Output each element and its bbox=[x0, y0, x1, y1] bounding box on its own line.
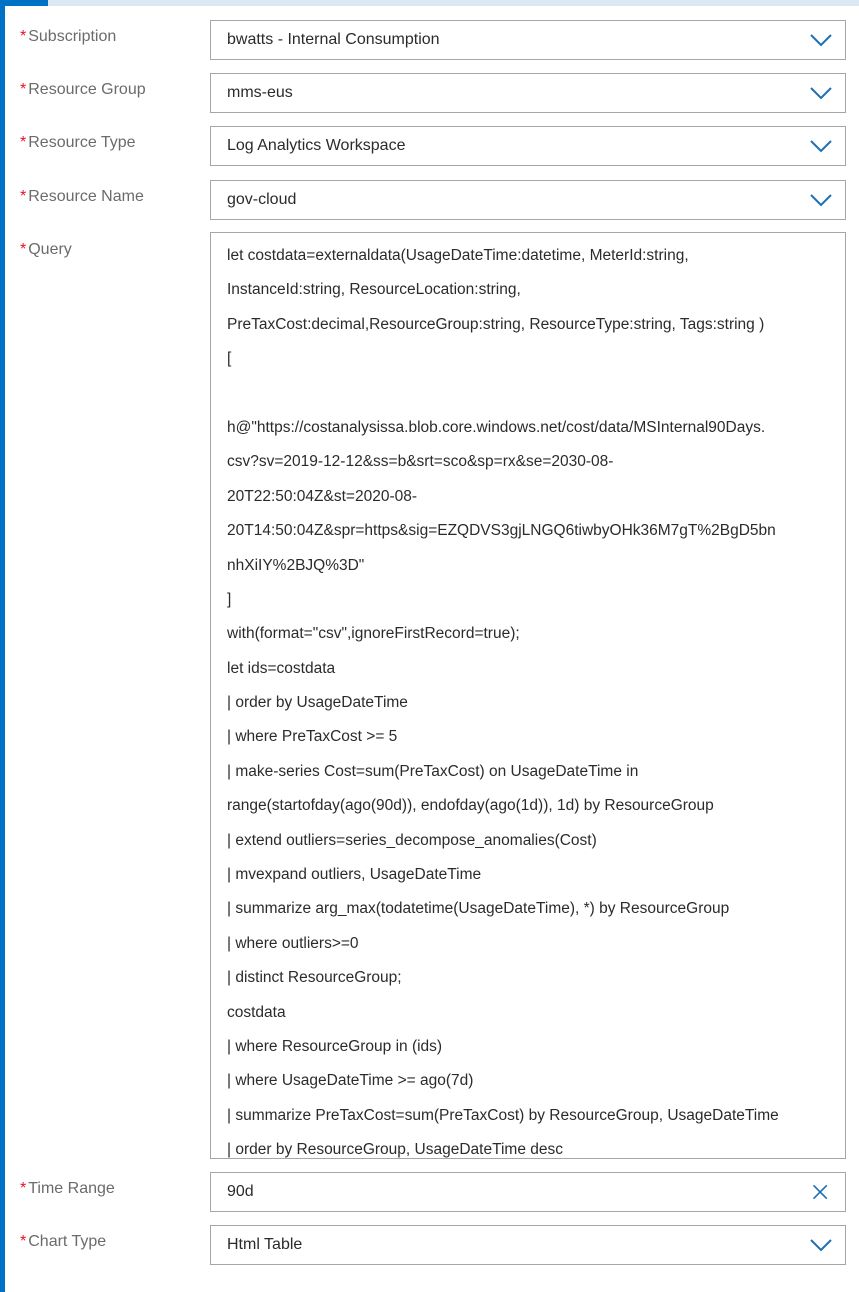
resource-name-dropdown[interactable] bbox=[210, 180, 846, 220]
query-line: costdata bbox=[227, 1003, 286, 1021]
query-textarea[interactable] bbox=[210, 232, 846, 1159]
time-range-label bbox=[20, 1180, 115, 1198]
resource-type-label bbox=[20, 134, 136, 152]
query-line: | order by UsageDateTime bbox=[227, 694, 408, 712]
chart-type-label-text: Chart Type bbox=[28, 1233, 107, 1250]
required-marker: * bbox=[20, 1233, 27, 1250]
resource-group-dropdown[interactable] bbox=[210, 73, 846, 113]
query-line: csv?sv=2019-12-12&ss=b&srt=sco&sp=rx&se=2030-08- bbox=[227, 453, 614, 471]
resource-group-label-text: Resource Group bbox=[28, 81, 146, 98]
subscription-label-text: Subscription bbox=[28, 28, 117, 45]
subscription-dropdown[interactable] bbox=[210, 20, 846, 60]
query-line: | make-series Cost=sum(PreTaxCost) on UsageDateTime in bbox=[227, 762, 639, 780]
query-line: 20T14:50:04Z&spr=https&sig=EZQDVS3gjLNGQ6tiwbyOHk36M7gT%2BgD5bn bbox=[227, 522, 776, 540]
query-line: nhXiIY%2BJQ%3D" bbox=[227, 556, 365, 574]
query-line: | where ResourceGroup in (ids) bbox=[227, 1037, 443, 1055]
query-line: | where outliers>=0 bbox=[227, 934, 359, 952]
query-line: range(startofday(ago(90d)), endofday(ago(1d)), 1d) by ResourceGroup bbox=[227, 797, 714, 815]
time-range-label-text: Time Range bbox=[28, 1180, 115, 1197]
query-line: | where PreTaxCost >= 5 bbox=[227, 728, 398, 746]
chevron-down-icon[interactable] bbox=[809, 1236, 833, 1254]
query-line: | distinct ResourceGroup; bbox=[227, 969, 402, 987]
chevron-down-icon[interactable] bbox=[809, 31, 833, 49]
left-accent-bar bbox=[0, 0, 5, 1292]
resource-name-value: gov-cloud bbox=[227, 191, 297, 208]
resource-type-value: Log Analytics Workspace bbox=[227, 137, 406, 154]
required-marker: * bbox=[20, 134, 27, 151]
clear-x-icon[interactable] bbox=[811, 1183, 831, 1201]
subscription-label bbox=[20, 28, 116, 46]
query-line: let ids=costdata bbox=[227, 659, 336, 677]
query-line: PreTaxCost:decimal,ResourceGroup:string, ResourceType:string, Tags:string ) bbox=[227, 315, 765, 333]
time-range-value: 90d bbox=[227, 1183, 254, 1200]
chevron-down-icon[interactable] bbox=[809, 191, 833, 209]
required-marker: * bbox=[20, 241, 27, 258]
resource-name-label-text: Resource Name bbox=[28, 188, 144, 205]
resource-group-value: mms-eus bbox=[227, 84, 293, 101]
chart-type-value: Html Table bbox=[227, 1236, 303, 1253]
query-label-text: Query bbox=[28, 241, 72, 258]
query-line: ] bbox=[227, 590, 232, 608]
query-line: | extend outliers=series_decompose_anomalies(Cost) bbox=[227, 831, 597, 849]
required-marker: * bbox=[20, 188, 27, 205]
query-line: | order by ResourceGroup, UsageDateTime desc bbox=[227, 1141, 563, 1159]
query-label bbox=[20, 241, 72, 259]
query-line bbox=[227, 377, 833, 411]
time-range-input[interactable] bbox=[210, 1172, 846, 1212]
required-marker: * bbox=[20, 28, 27, 45]
subscription-value: bwatts - Internal Consumption bbox=[227, 31, 440, 48]
required-marker: * bbox=[20, 1180, 27, 1197]
query-line: with(format="csv",ignoreFirstRecord=true); bbox=[227, 625, 520, 643]
query-line: h@"https://costanalysissa.blob.core.windows.net/cost/data/MSInternal90Days. bbox=[227, 418, 766, 436]
top-accent-bar-active bbox=[0, 0, 48, 6]
chart-type-dropdown[interactable] bbox=[210, 1225, 846, 1265]
resource-type-label-text: Resource Type bbox=[28, 134, 136, 151]
query-line: | summarize arg_max(todatetime(UsageDateTime), *) by ResourceGroup bbox=[227, 900, 730, 918]
query-line: | mvexpand outliers, UsageDateTime bbox=[227, 866, 482, 884]
query-line: | summarize PreTaxCost=sum(PreTaxCost) by ResourceGroup, UsageDateTime bbox=[227, 1106, 779, 1124]
query-line: InstanceId:string, ResourceLocation:string, bbox=[227, 281, 521, 299]
query-line: 20T22:50:04Z&st=2020-08- bbox=[227, 487, 418, 505]
resource-group-label bbox=[20, 81, 146, 99]
required-marker: * bbox=[20, 81, 27, 98]
query-line: [ bbox=[227, 350, 232, 368]
query-line: | where UsageDateTime >= ago(7d) bbox=[227, 1072, 474, 1090]
chevron-down-icon[interactable] bbox=[809, 137, 833, 155]
chevron-down-icon[interactable] bbox=[809, 84, 833, 102]
resource-type-dropdown[interactable] bbox=[210, 126, 846, 166]
top-accent-bar bbox=[48, 0, 859, 6]
resource-name-label bbox=[20, 188, 144, 206]
chart-type-label bbox=[20, 1233, 106, 1251]
query-line: let costdata=externaldata(UsageDateTime:datetime, MeterId:string, bbox=[227, 247, 689, 264]
